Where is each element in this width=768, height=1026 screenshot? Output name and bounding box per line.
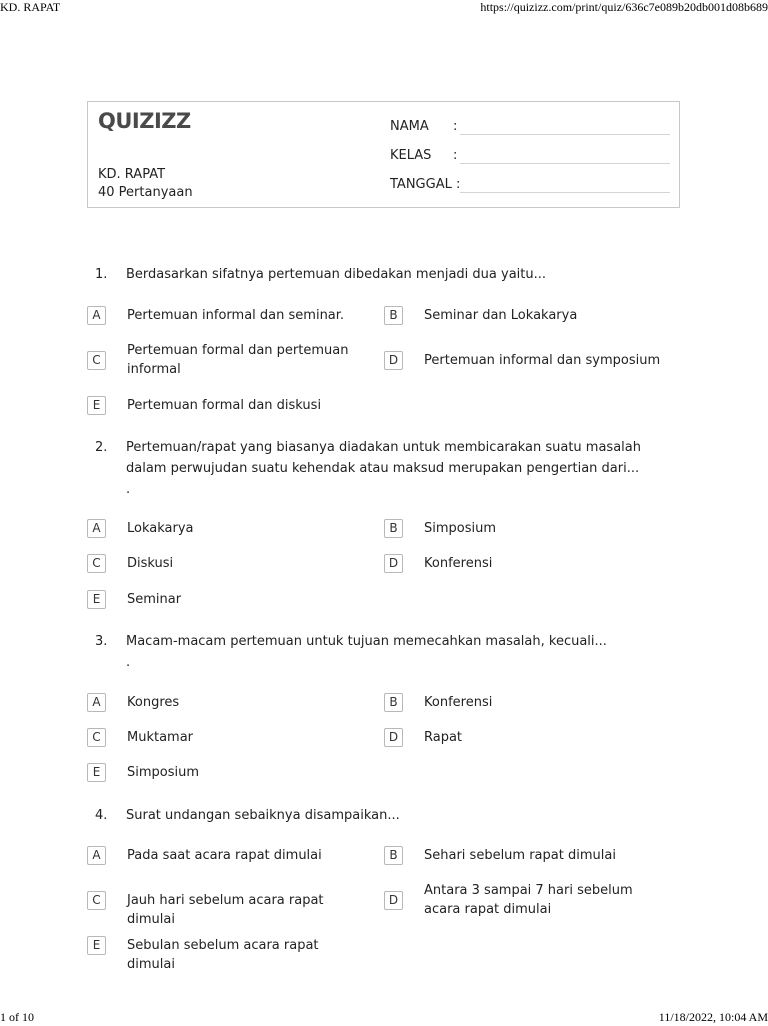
quiz-title: KD. RAPAT	[98, 167, 166, 182]
kelas-line	[460, 163, 670, 164]
option-letter: E	[87, 763, 106, 782]
option-letter: A	[87, 693, 106, 712]
nama-line	[460, 134, 670, 135]
option-letter: E	[87, 936, 106, 955]
option-letter: D	[384, 891, 403, 910]
option-text: Pada saat acara rapat dimulai	[127, 848, 322, 863]
kelas-field	[390, 148, 670, 168]
print-url[interactable]: https://quizizz.com/print/quiz/636c7e089b20db001d08b689	[480, 0, 768, 14]
tanggal-line	[460, 192, 670, 193]
option-text: Muktamar	[127, 730, 194, 745]
question-count: 40 Pertanyaan	[98, 185, 193, 200]
option-text: Antara 3 sampai 7 hari sebelum acara rapat dimulai	[424, 883, 633, 917]
option-letter: A	[87, 306, 106, 325]
option-letter: E	[87, 396, 106, 415]
question-number: 2.	[95, 440, 108, 455]
option-text: Sebulan sebelum acara rapat dimulai	[127, 938, 319, 972]
question-text: Macam-macam pertemuan untuk tujuan memecahkan masalah, kecuali...	[126, 634, 607, 649]
nama-field	[390, 119, 670, 139]
print-header	[0, 0, 768, 16]
option-text: Pertemuan formal dan pertemuan informal	[127, 343, 349, 377]
option-text: Pertemuan informal dan symposium	[424, 353, 661, 368]
option-letter: C	[87, 554, 106, 573]
tanggal-field	[390, 177, 670, 197]
question-number: 3.	[95, 634, 108, 649]
question-text: Pertemuan/rapat yang biasanya diadakan untuk membicarakan suatu masalah dalam perwujudan suatu kehendak atau maksud merupakan pengertian dari...	[126, 440, 641, 476]
kelas-label: KELAS	[390, 148, 432, 163]
question-number: 1.	[95, 267, 108, 282]
print-title: KD. RAPAT	[0, 0, 61, 14]
option-text: Rapat	[424, 730, 463, 745]
option-letter: C	[87, 728, 106, 747]
option-letter: B	[384, 519, 403, 538]
option-letter: D	[384, 554, 403, 573]
kelas-colon: :	[453, 148, 458, 163]
option-text: Sehari sebelum rapat dimulai	[424, 848, 616, 863]
question-extra: .	[126, 655, 131, 670]
option-letter: A	[87, 846, 106, 865]
option-text: Pertemuan informal dan seminar.	[127, 308, 345, 323]
option-letter: C	[87, 351, 106, 370]
question-text: Berdasarkan sifatnya pertemuan dibedakan menjadi dua yaitu...	[126, 267, 546, 282]
print-datetime: 11/18/2022, 10:04 AM	[658, 1010, 768, 1024]
page-number: 1 of 10	[0, 1010, 34, 1024]
option-text: Diskusi	[127, 556, 174, 571]
option-text: Jauh hari sebelum acara rapat dimulai	[127, 893, 324, 927]
option-text: Konferensi	[424, 695, 493, 710]
option-text: Pertemuan formal dan diskusi	[127, 398, 322, 413]
option-letter: E	[87, 590, 106, 609]
option-text: Seminar dan Lokakarya	[424, 308, 578, 323]
option-letter: B	[384, 846, 403, 865]
quiz-header-box	[87, 101, 680, 208]
option-text: Kongres	[127, 695, 180, 710]
tanggal-label: TANGGAL :	[390, 177, 461, 192]
question-number: 4.	[95, 808, 108, 823]
question-extra: .	[126, 482, 131, 497]
option-text: Konferensi	[424, 556, 493, 571]
option-text: Seminar	[127, 592, 182, 607]
option-text: Simposium	[424, 521, 497, 536]
option-letter: B	[384, 693, 403, 712]
option-text: Lokakarya	[127, 521, 194, 536]
question-text: Surat undangan sebaiknya disampaikan...	[126, 808, 400, 823]
option-letter: B	[384, 306, 403, 325]
option-letter: A	[87, 519, 106, 538]
nama-colon: :	[453, 119, 458, 134]
option-letter: C	[87, 891, 106, 910]
quizizz-logo: QUIZIZZ	[98, 109, 191, 133]
nama-label: NAMA	[390, 119, 429, 134]
option-letter: D	[384, 728, 403, 747]
option-letter: D	[384, 351, 403, 370]
option-text: Simposium	[127, 765, 200, 780]
